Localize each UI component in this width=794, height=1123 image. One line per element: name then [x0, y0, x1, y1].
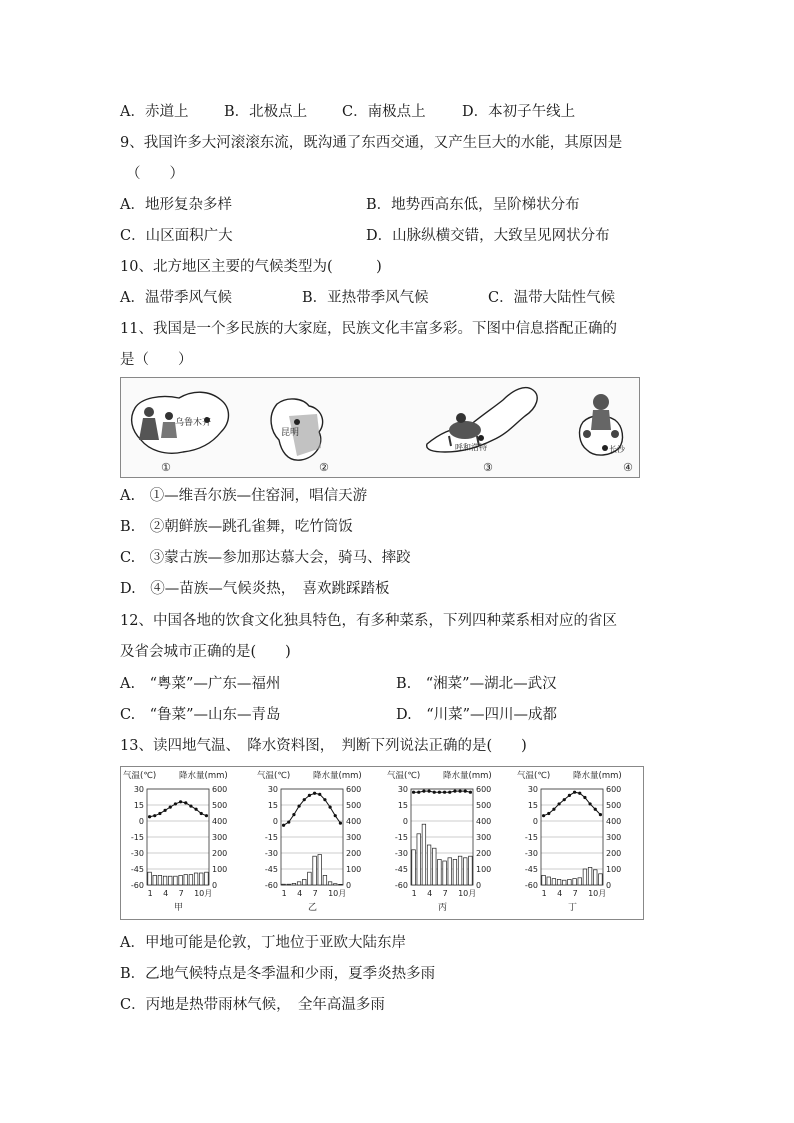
chart-1-precip-bar	[339, 884, 343, 885]
chart-0-temp-point	[200, 812, 203, 815]
chart-0-precip-bar	[179, 875, 183, 885]
chart-0-name: 甲	[174, 903, 184, 913]
chart-2-temp-point	[438, 791, 441, 794]
chart-2-precip-bar	[412, 850, 416, 885]
chart-1-left-axis-label: 气温(℃)	[257, 771, 291, 781]
q11-option-a[interactable]: A. ①—维吾尔族—住窑洞，唱信天游	[120, 488, 368, 504]
chart-1-temp-tick: -15	[264, 833, 278, 842]
chart-1-x-tick: 4	[297, 889, 303, 898]
chart-0-x-tick: 10月	[194, 889, 213, 898]
chart-1-temp-point	[313, 792, 316, 795]
q9-option-a[interactable]: A．地形复杂多样	[120, 197, 232, 213]
chart-0-temp-line	[150, 802, 207, 817]
chart-0-left-axis-label: 气温(℃)	[123, 771, 157, 781]
chart-1-precip-tick: 400	[346, 817, 362, 826]
chart-1-precip-bar	[282, 884, 286, 885]
chart-0-temp-tick: -60	[130, 881, 144, 890]
q10-option-c[interactable]: C．温带大陆性气候	[488, 290, 616, 306]
chart-3-x-tick: 7	[572, 889, 578, 898]
q12-option-a[interactable]: A. “粤菜”—广东—福州	[120, 676, 281, 692]
chart-2-temp-point	[443, 791, 446, 794]
chart-2-temp-point	[422, 790, 425, 793]
chart-3-temp-point	[552, 808, 555, 811]
map-number-4: ④	[623, 461, 633, 474]
q10-option-a[interactable]: A．温带季风气候	[120, 290, 232, 306]
chart-2-name: 丙	[438, 903, 448, 913]
chart-3-temp-point	[594, 808, 597, 811]
ethnic-maps-figure	[120, 377, 640, 478]
q9-stem-bracket: （ ）	[126, 166, 184, 182]
chart-3-precip-bar	[547, 877, 551, 885]
chart-3-precip-bar	[578, 878, 582, 885]
chart-2-precip-bar	[463, 858, 467, 885]
chart-1-temp-point	[297, 804, 300, 807]
chart-3-precip-bar	[573, 879, 577, 885]
chart-3-precip-bar	[583, 869, 587, 885]
chart-0-temp-tick: 15	[133, 801, 144, 810]
chart-0-temp-point	[169, 806, 172, 809]
chart-1-temp-tick: -45	[264, 865, 278, 874]
chart-2-precip-bar	[453, 859, 457, 885]
chart-1-temp-point	[328, 806, 331, 809]
chart-1-temp-tick: 0	[272, 817, 278, 826]
chart-0-temp-tick: 0	[138, 817, 144, 826]
chart-1-precip-tick: 100	[346, 865, 362, 874]
q9-option-d[interactable]: D．山脉纵横交错，大致呈见网状分布	[366, 228, 610, 244]
chart-0-precip-tick: 300	[212, 833, 228, 842]
chart-3-temp-point	[583, 796, 586, 799]
chart-1-temp-point	[339, 822, 342, 825]
chart-2-precip-tick: 0	[476, 881, 482, 890]
chart-1-precip-bar	[313, 856, 317, 885]
chart-1-temp-point	[303, 798, 306, 801]
chart-3-temp-point	[588, 802, 591, 805]
chart-0-precip-bar	[148, 872, 152, 885]
chart-3-precip-tick: 300	[606, 833, 622, 842]
chart-1-x-tick: 1	[281, 889, 287, 898]
chart-2-temp-tick: 15	[397, 801, 408, 810]
chart-3-precip-tick: 200	[606, 849, 622, 858]
chart-3-precip-bar	[568, 879, 572, 885]
q12-stem: 12、中国各地的饮食文化独具特色，有多种菜系，下列四种菜系相对应的省区	[120, 613, 617, 629]
chart-2-temp-point	[469, 791, 472, 794]
chart-3-temp-point	[599, 813, 602, 816]
chart-3-temp-point	[547, 812, 550, 815]
chart-1-name: 乙	[308, 903, 318, 913]
chart-2-temp-point	[427, 790, 430, 793]
chart-2-x-tick: 1	[411, 889, 417, 898]
chart-1-precip-bar	[287, 884, 291, 885]
chart-3-temp-point	[563, 798, 566, 801]
chart-3-precip-tick: 0	[606, 881, 612, 890]
climate-charts-svg	[121, 767, 643, 919]
chart-0-precip-bar	[158, 875, 162, 885]
q11-stem: 11、我国是一个多民族的大家庭，民族文化丰富多彩。下图中信息搭配正确的	[120, 321, 617, 337]
chart-2-precip-bar	[443, 861, 447, 885]
chart-0-temp-point	[179, 800, 182, 803]
chart-1-precip-tick: 500	[346, 801, 362, 810]
chart-3-temp-tick: 30	[527, 785, 538, 794]
chart-3-temp-point	[557, 802, 560, 805]
chart-2-temp-point	[448, 791, 451, 794]
chart-3-precip-bar	[542, 875, 546, 885]
chart-3-temp-point	[578, 792, 581, 795]
chart-2-precip-tick: 500	[476, 801, 492, 810]
chart-3-precip-bar	[599, 874, 603, 885]
q8-option-c[interactable]: C．南极点上	[342, 104, 426, 120]
chart-3-precip-tick: 600	[606, 785, 622, 794]
chart-1-temp-tick: 30	[267, 785, 278, 794]
chart-2-precip-tick: 300	[476, 833, 492, 842]
chart-2-temp-tick: 30	[397, 785, 408, 794]
chart-1-temp-point	[282, 824, 285, 827]
chart-2-precip-bar	[458, 856, 462, 885]
chart-0-temp-point	[148, 815, 151, 818]
chart-1-x-tick: 10月	[328, 889, 347, 898]
chart-2-precip-bar	[448, 858, 452, 885]
chart-0-precip-tick: 500	[212, 801, 228, 810]
chart-2-temp-point	[458, 790, 461, 793]
q8-option-d[interactable]: D．本初子午线上	[462, 104, 576, 120]
chart-0-precip-bar	[189, 875, 193, 885]
chart-1-precip-tick: 0	[346, 881, 352, 890]
chart-2-precip-bar	[469, 856, 473, 885]
chart-0-temp-tick: -15	[130, 833, 144, 842]
climate-charts-figure	[120, 766, 644, 920]
chart-0-precip-bar	[153, 875, 157, 885]
chart-0-precip-tick: 0	[212, 881, 218, 890]
q12-option-c[interactable]: C. “鲁菜”—山东—青岛	[120, 707, 281, 723]
chart-0-x-tick: 4	[163, 889, 169, 898]
chart-3-precip-bar	[593, 870, 597, 885]
q9-stem: 9、我国许多大河滚滚东流，既沟通了东西交通，又产生巨大的水能，其原因是	[120, 135, 623, 151]
chart-2-temp-point	[464, 790, 467, 793]
chart-2-temp-tick: -45	[394, 865, 408, 874]
chart-1-precip-bar	[292, 883, 296, 885]
chart-3-temp-point	[542, 814, 545, 817]
q12-option-b[interactable]: B. “湘菜”—湖北—武汉	[396, 676, 557, 692]
chart-1-temp-line	[284, 793, 341, 825]
chart-0-temp-point	[163, 809, 166, 812]
chart-1-precip-bar	[328, 882, 332, 885]
chart-0-precip-tick: 100	[212, 865, 228, 874]
q12-stem-cont: 及省会城市正确的是( )	[120, 644, 291, 660]
chart-2-temp-tick: 0	[402, 817, 408, 826]
chart-0-precip-bar	[205, 872, 209, 885]
chart-3-temp-tick: -30	[524, 849, 538, 858]
chart-2-precip-bar	[432, 848, 436, 885]
chart-3-precip-bar	[557, 879, 561, 885]
chart-2-temp-point	[412, 791, 415, 794]
chart-0-precip-bar	[184, 875, 188, 885]
map-number-2: ②	[319, 461, 329, 474]
q13-option-b[interactable]: B．乙地气候特点是冬季温和少雨，夏季炎热多雨	[120, 966, 436, 982]
chart-1-temp-tick: 15	[267, 801, 278, 810]
chart-1-temp-tick: -30	[264, 849, 278, 858]
chart-3-right-axis-label: 降水量(mm)	[573, 771, 622, 781]
chart-0-precip-bar	[168, 876, 172, 885]
chart-0-precip-bar	[194, 873, 198, 885]
chart-3-x-tick: 10月	[588, 889, 607, 898]
chart-0-precip-bar	[174, 876, 178, 885]
chart-2-temp-point	[433, 791, 436, 794]
chart-1-x-tick: 7	[312, 889, 318, 898]
chart-2-temp-tick: -60	[394, 881, 408, 890]
chart-2-precip-tick: 400	[476, 817, 492, 826]
chart-1-precip-bar	[308, 872, 312, 885]
chart-0-x-tick: 7	[178, 889, 184, 898]
chart-3-temp-tick: 15	[527, 801, 538, 810]
ethnic-maps-svg	[121, 378, 639, 477]
chart-3-temp-tick: -60	[524, 881, 538, 890]
chart-0-temp-point	[174, 802, 177, 805]
chart-0-temp-tick: 30	[133, 785, 144, 794]
map-label-2: 昆明	[281, 428, 300, 438]
chart-1-temp-point	[334, 814, 337, 817]
chart-1-precip-tick: 300	[346, 833, 362, 842]
chart-1-precip-bar	[318, 855, 322, 885]
chart-2-precip-bar	[438, 859, 442, 885]
chart-2-precip-tick: 600	[476, 785, 492, 794]
q8-option-b[interactable]: B．北极点上	[224, 104, 308, 120]
q13-stem: 13、读四地气温、 降水资料图， 判断下列说法正确的是( )	[120, 738, 527, 754]
chart-1-precip-bar	[333, 884, 337, 885]
chart-2-precip-bar	[417, 834, 421, 885]
chart-3-precip-tick: 500	[606, 801, 622, 810]
chart-0-temp-point	[189, 804, 192, 807]
chart-2-temp-tick: -15	[394, 833, 408, 842]
chart-1-temp-tick: -60	[264, 881, 278, 890]
q10-option-b[interactable]: B．亚热带季风气候	[302, 290, 429, 306]
chart-0-precip-bar	[199, 873, 203, 885]
chart-2-precip-tick: 100	[476, 865, 492, 874]
chart-2-x-tick: 4	[427, 889, 433, 898]
chart-0-x-tick: 1	[147, 889, 153, 898]
chart-0-precip-bar	[163, 876, 167, 885]
q11-option-d[interactable]: D. ④—苗族—气候炎热， 喜欢跳踩踏板	[120, 581, 390, 597]
map-label-3: 呼和浩特	[455, 443, 487, 452]
chart-0-precip-tick: 400	[212, 817, 228, 826]
chart-2-right-axis-label: 降水量(mm)	[443, 771, 492, 781]
q8-option-a[interactable]: A．赤道上	[120, 104, 189, 120]
chart-3-temp-point	[568, 794, 571, 797]
chart-1-precip-bar	[297, 882, 301, 885]
q11-option-b[interactable]: B. ②朝鲜族—跳孔雀舞，吃竹筒饭	[120, 519, 353, 535]
q9-option-c[interactable]: C．山区面积广大	[120, 228, 233, 244]
chart-2-temp-point	[453, 790, 456, 793]
q9-option-b[interactable]: B．地势西高东低，呈阶梯状分布	[366, 197, 580, 213]
chart-3-precip-tick: 400	[606, 817, 622, 826]
chart-0-precip-tick: 200	[212, 849, 228, 858]
chart-1-precip-tick: 600	[346, 785, 362, 794]
chart-0-temp-tick: -30	[130, 849, 144, 858]
chart-1-precip-bar	[323, 875, 327, 885]
q10-stem: 10、北方地区主要的气候类型为( )	[120, 259, 382, 275]
chart-3-temp-tick: -45	[524, 865, 538, 874]
chart-1-precip-tick: 200	[346, 849, 362, 858]
chart-3-precip-bar	[588, 867, 592, 885]
chart-2-precip-tick: 200	[476, 849, 492, 858]
map-number-1: ①	[161, 461, 171, 474]
q11-stem-cont: 是（ ）	[120, 352, 193, 368]
chart-0-precip-tick: 600	[212, 785, 228, 794]
chart-2-left-axis-label: 气温(℃)	[387, 771, 421, 781]
chart-1-temp-point	[318, 793, 321, 796]
q12-option-d[interactable]: D. “川菜”—四川—成都	[396, 707, 558, 723]
chart-3-temp-line	[544, 792, 601, 815]
chart-3-precip-bar	[552, 879, 556, 885]
chart-2-precip-bar	[427, 845, 431, 885]
chart-1-temp-point	[308, 794, 311, 797]
q13-option-a[interactable]: A．甲地可能是伦敦，丁地位于亚欧大陆东岸	[120, 935, 406, 951]
chart-3-temp-point	[573, 791, 576, 794]
chart-3-name: 丁	[568, 903, 578, 913]
chart-0-temp-point	[205, 814, 208, 817]
q11-option-c[interactable]: C. ③蒙古族—参加那达慕大会，骑马、摔跤	[120, 550, 411, 566]
chart-2-temp-point	[417, 791, 420, 794]
chart-0-right-axis-label: 降水量(mm)	[179, 771, 228, 781]
chart-0-temp-point	[153, 814, 156, 817]
chart-2-temp-tick: -30	[394, 849, 408, 858]
chart-1-right-axis-label: 降水量(mm)	[313, 771, 362, 781]
map-number-3: ③	[483, 461, 493, 474]
chart-1-temp-point	[292, 813, 295, 816]
chart-3-x-tick: 4	[557, 889, 563, 898]
chart-2-precip-bar	[422, 824, 426, 885]
chart-3-precip-bar	[562, 880, 566, 885]
q13-option-c[interactable]: C．丙地是热带雨林气候， 全年高温多雨	[120, 997, 385, 1013]
map-label-1: 乌鲁木齐	[175, 418, 212, 428]
chart-2-temp-line	[414, 791, 471, 792]
chart-3-x-tick: 1	[541, 889, 547, 898]
chart-0-temp-tick: -45	[130, 865, 144, 874]
chart-3-left-axis-label: 气温(℃)	[517, 771, 551, 781]
map-label-4: 长沙	[609, 445, 625, 454]
chart-1-precip-bar	[302, 879, 306, 885]
chart-3-precip-tick: 100	[606, 865, 622, 874]
chart-2-x-tick: 10月	[458, 889, 477, 898]
chart-3-temp-tick: 0	[532, 817, 538, 826]
chart-0-temp-point	[184, 801, 187, 804]
chart-1-temp-point	[287, 820, 290, 823]
chart-2-x-tick: 7	[442, 889, 448, 898]
chart-0-temp-point	[194, 808, 197, 811]
chart-0-temp-point	[158, 812, 161, 815]
chart-3-temp-tick: -15	[524, 833, 538, 842]
chart-1-temp-point	[323, 798, 326, 801]
